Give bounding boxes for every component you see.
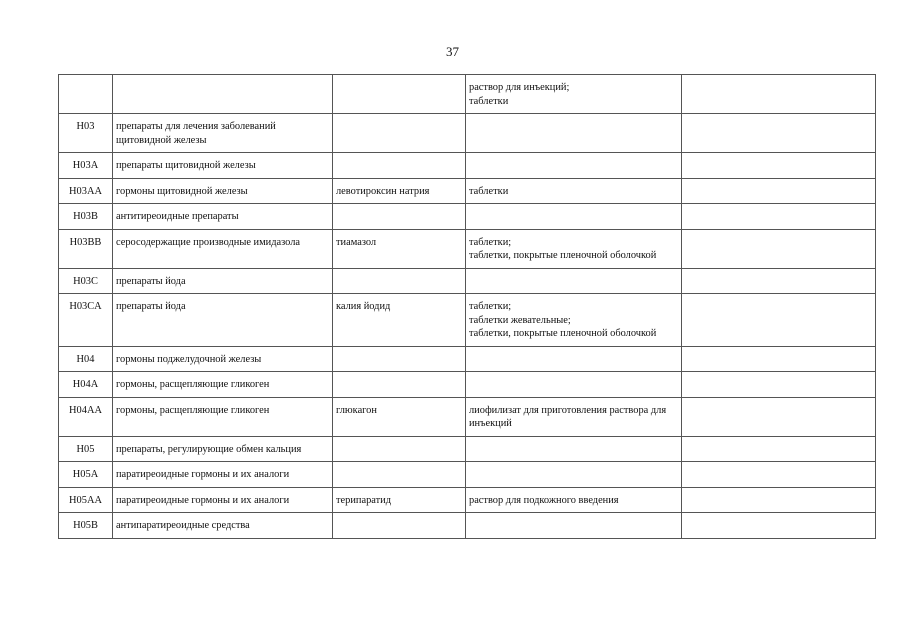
drug-name-cell: левотироксин натрия [333, 178, 466, 204]
table-row [59, 487, 876, 513]
drug-name-cell [333, 153, 466, 179]
atc-code-cell: H05 [59, 436, 113, 462]
anatomical-group-cell: антипаратиреоидные средства [113, 513, 333, 539]
atc-code-cell: H03 [59, 114, 113, 153]
drug-name-cell: калия йодид [333, 294, 466, 347]
anatomical-group-cell: препараты йода [113, 294, 333, 347]
table-row [59, 75, 876, 114]
extra-cell [682, 229, 876, 268]
extra-cell [682, 513, 876, 539]
atc-code-cell: H03BB [59, 229, 113, 268]
table-row [59, 178, 876, 204]
dosage-form-cell [466, 513, 682, 539]
dosage-form-cell: таблетки; таблетки жевательные; таблетки, покрытые пленочной оболочкой [466, 294, 682, 347]
drug-name-cell [333, 372, 466, 398]
anatomical-group-cell: гормоны щитовидной железы [113, 178, 333, 204]
table-row [59, 294, 876, 347]
dosage-form-cell [466, 346, 682, 372]
drug-name-cell [333, 75, 466, 114]
drug-name-cell [333, 462, 466, 488]
atc-code-cell: H05B [59, 513, 113, 539]
medication-table [58, 74, 876, 539]
extra-cell [682, 204, 876, 230]
anatomical-group-cell: препараты йода [113, 268, 333, 294]
anatomical-group-cell: серосодержащие производные имидазола [113, 229, 333, 268]
drug-name-cell [333, 513, 466, 539]
drug-name-cell: терипаратид [333, 487, 466, 513]
atc-code-cell: H03C [59, 268, 113, 294]
drug-name-cell [333, 346, 466, 372]
atc-code-cell: H03CA [59, 294, 113, 347]
anatomical-group-cell: гормоны, расщепляющие гликоген [113, 372, 333, 398]
table-row [59, 513, 876, 539]
extra-cell [682, 178, 876, 204]
table-row [59, 114, 876, 153]
anatomical-group-cell: антитиреоидные препараты [113, 204, 333, 230]
extra-cell [682, 294, 876, 347]
atc-code-cell: H04 [59, 346, 113, 372]
anatomical-group-cell: препараты щитовидной железы [113, 153, 333, 179]
atc-code-cell: H05AA [59, 487, 113, 513]
table-body [59, 75, 876, 539]
dosage-form-cell: таблетки; таблетки, покрытые пленочной оболочкой [466, 229, 682, 268]
dosage-form-cell [466, 204, 682, 230]
atc-code-cell [59, 75, 113, 114]
table-row [59, 436, 876, 462]
extra-cell [682, 487, 876, 513]
drug-name-cell [333, 268, 466, 294]
table-row [59, 372, 876, 398]
table-row [59, 204, 876, 230]
dosage-form-cell: лиофилизат для приготовления раствора для инъекций [466, 397, 682, 436]
dosage-form-cell [466, 462, 682, 488]
extra-cell [682, 346, 876, 372]
extra-cell [682, 462, 876, 488]
dosage-form-cell: раствор для подкожного введения [466, 487, 682, 513]
dosage-form-cell [466, 436, 682, 462]
anatomical-group-cell: препараты для лечения заболеваний щитовидной железы [113, 114, 333, 153]
table-row [59, 462, 876, 488]
extra-cell [682, 153, 876, 179]
extra-cell [682, 75, 876, 114]
atc-code-cell: H04A [59, 372, 113, 398]
anatomical-group-cell: препараты, регулирующие обмен кальция [113, 436, 333, 462]
atc-code-cell: H05A [59, 462, 113, 488]
atc-code-cell: H03AA [59, 178, 113, 204]
atc-code-cell: H03B [59, 204, 113, 230]
dosage-form-cell [466, 153, 682, 179]
dosage-form-cell [466, 372, 682, 398]
extra-cell [682, 268, 876, 294]
drug-name-cell [333, 114, 466, 153]
page-number: 37 [446, 44, 459, 59]
drug-name-cell [333, 204, 466, 230]
anatomical-group-cell: гормоны, расщепляющие гликоген [113, 397, 333, 436]
anatomical-group-cell: паратиреоидные гормоны и их аналоги [113, 462, 333, 488]
table-row [59, 153, 876, 179]
extra-cell [682, 436, 876, 462]
drug-name-cell [333, 436, 466, 462]
dosage-form-cell: раствор для инъекций; таблетки [466, 75, 682, 114]
extra-cell [682, 397, 876, 436]
anatomical-group-cell: гормоны поджелудочной железы [113, 346, 333, 372]
dosage-form-cell: таблетки [466, 178, 682, 204]
atc-code-cell: H04AA [59, 397, 113, 436]
extra-cell [682, 114, 876, 153]
extra-cell [682, 372, 876, 398]
anatomical-group-cell [113, 75, 333, 114]
drug-name-cell: тиамазол [333, 229, 466, 268]
atc-code-cell: H03A [59, 153, 113, 179]
anatomical-group-cell: паратиреоидные гормоны и их аналоги [113, 487, 333, 513]
table-row [59, 397, 876, 436]
drug-name-cell: глюкагон [333, 397, 466, 436]
table-row [59, 346, 876, 372]
table-row [59, 268, 876, 294]
dosage-form-cell [466, 114, 682, 153]
table-row [59, 229, 876, 268]
dosage-form-cell [466, 268, 682, 294]
